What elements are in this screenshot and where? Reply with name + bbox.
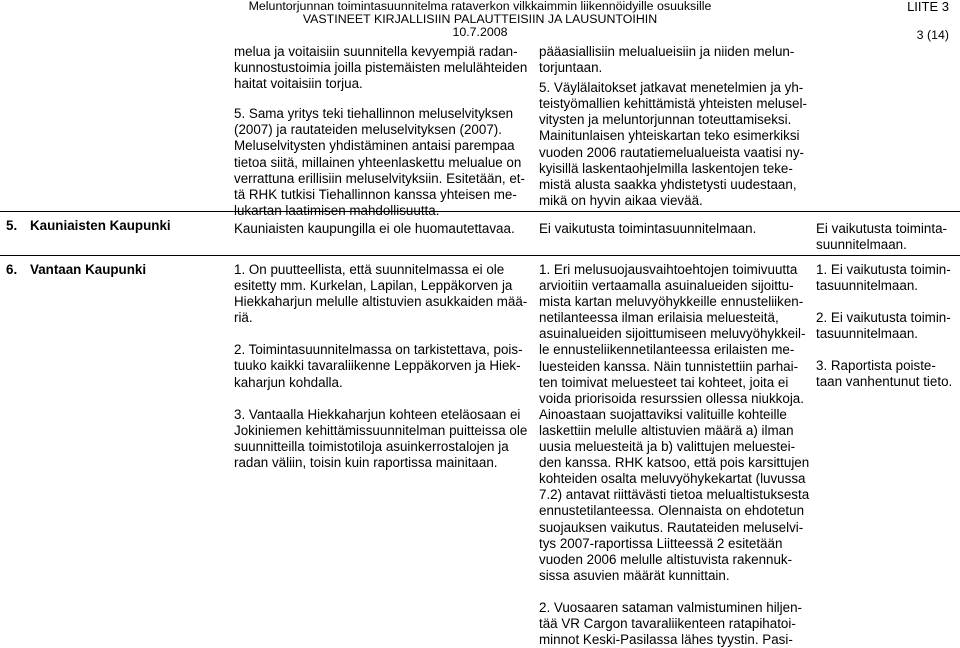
text-line: laskettiin melulle altistuvien määrä a) ilman <box>539 422 794 438</box>
header-subtitle: VASTINEET KIRJALLISIIN PALAUTTEISIIN JA LAUSUNTOIHIN <box>302 11 658 26</box>
text-line: riä. <box>234 310 253 326</box>
text-line: ennustetilanteessa. Olennaista on ehdotetun <box>539 503 805 519</box>
document-header <box>0 0 960 38</box>
text-line: 1. On puutteellista, että suunnitelmassa ei ole <box>234 262 505 277</box>
text-line: Ei vaikutusta toiminta- <box>816 221 947 236</box>
text-line: 2. Ei vaikutusta toimin- <box>816 310 951 326</box>
text-line: torjuntaan. <box>539 60 603 76</box>
row-divider <box>0 255 960 256</box>
text-line: 1. Ei vaikutusta toimin- <box>816 262 951 277</box>
text-line: tasuunnitelmaan. <box>816 326 918 342</box>
text-line: voida priorisoida resurssien ollessa niukkoja. <box>539 390 804 406</box>
text-line: tys 2007-raportissa Liitteessä 2 esitetään <box>539 535 783 551</box>
text-line: kaharjun kohdalla. <box>234 374 343 390</box>
text-line: tuuko kaikki tavaraliikenne Leppäkorven ja Hiek- <box>234 358 521 374</box>
row5-response: Ei vaikutusta toimintasuunnitelmaan. <box>539 221 757 236</box>
text-line: vuoden 2006 melulle altistuvista rakennuk- <box>539 551 793 567</box>
text-line: Meluselvitysten yhdistäminen antaisi parempaa <box>234 138 515 154</box>
text-line: 2. Vuosaaren sataman valmistuminen hiljen- <box>539 599 802 615</box>
text-line: sissa asuvien määrät kunnittain. <box>539 567 730 583</box>
text-line: le ennusteliikennetilanteessa erilaisten me- <box>539 342 795 358</box>
text-line: melua ja voitaisiin suunnitella kevyempiä radan- <box>234 44 518 59</box>
text-line: Hiekkaharjun melulle altistuvien asukkaiden mää- <box>234 294 528 310</box>
text-line: luesteiden kanssa. Näin tunnistettiin parhai- <box>539 358 799 374</box>
text-line: teistyömallien kehittämistä yhteisten melusel- <box>539 96 807 112</box>
text-line: kohteiden osalta meluvyöhykekartat (luvussa <box>539 471 806 487</box>
text-line: 5. Sama yritys teki tiehallinnon meluselvityksen <box>234 106 514 122</box>
text-line: radan väliin, toisin kuin raportissa mainitaan. <box>234 454 498 470</box>
text-line: arvioitiin vertaamalla asuinalueiden sijoittu- <box>539 278 794 294</box>
text-line: asuinalueiden sijoittumiseen meluvyöhykkeil- <box>539 326 806 342</box>
row6-number: 6. <box>6 262 18 277</box>
text-line: tä RHK tutkisi Tiehallinnon kanssa yhteisen me- <box>234 186 517 202</box>
text-line: haitat voitaisiin torjua. <box>234 76 363 92</box>
text-line: Ainoastaan suojattaviksi valituille kohteille <box>539 406 787 422</box>
appendix-label: LIITE 3 <box>907 0 949 14</box>
text-line: 2. Toimintasuunnitelmassa on tarkistettava, pois- <box>234 342 523 358</box>
text-line: minnot Keski-Pasilassa lähes tyystin. Pasi- <box>539 632 793 648</box>
text-line: tietoa siitä, millainen yhteenlaskettu melualue on <box>234 154 522 170</box>
text-line: vuoden 2006 rautatiemelualueista vaatisi ny- <box>539 144 805 160</box>
text-line: kyisillä laskentaohjelmilla laskentojen teke- <box>539 160 793 176</box>
row6-feedback <box>234 262 527 471</box>
text-line: mistä alusta saakka yhdistetysti uudestaan, <box>539 176 797 192</box>
text-line: 1. Eri melusuojausvaihtoehtojen toimivuutta <box>539 262 798 277</box>
text-line: esitetty mm. Kurkelan, Lapilan, Leppäkorven ja <box>234 278 513 294</box>
text-line: 5. Väylälaitokset jatkavat menetelmien ja yh- <box>539 80 804 96</box>
text-line: netilanteessa ilman erilaisia meluesteitä, <box>539 310 779 326</box>
text-line: suunnitteilla toimistotiloja asuinkerrostalojen ja <box>234 438 509 454</box>
text-line: pääasiallisiin melualueisiin ja niiden melun- <box>539 44 795 59</box>
text-line: verrattuna erillisiin meluselvityksiin. Esitetään, et- <box>234 170 525 186</box>
row6-effect <box>816 262 952 391</box>
text-line: tää VR Cargon tavaraliikenteen ratapihatoi- <box>539 615 796 631</box>
text-line: ten toimivat meluesteet tai kohteet, joita ei <box>539 374 789 390</box>
text-line: kunnostustoimia joilla pistemäisten melulähteiden <box>234 60 528 76</box>
header-date: 10.7.2008 <box>452 24 508 39</box>
text-line: Mainitunlaisen yhteiskartan teko esimerkiksi <box>539 128 800 144</box>
text-line: mikä on hyvin aikaa vievää. <box>539 192 703 208</box>
row6-response <box>539 262 809 648</box>
text-line: tasuunnitelmaan. <box>816 278 918 294</box>
text-line: 3. Raportista poiste- <box>816 358 936 374</box>
row4-response-cont <box>539 44 807 209</box>
row5-number: 5. <box>6 218 18 233</box>
page-number: 3 (14) <box>916 28 949 42</box>
text-line: uusia meluesteitä ja b) valittujen meluestei- <box>539 439 796 455</box>
row4-feedback-cont <box>234 44 527 219</box>
text-line: (2007) ja rautateiden meluselvityksen (2007). <box>234 122 502 138</box>
text-line: vitysten ja meluntorjunnan toteuttamiseksi. <box>539 112 792 128</box>
header-title: Meluntorjunnan toimintasuunnitelma rataverkon vilkkaimmin liikennöidyille osuuksille <box>248 0 712 13</box>
row5-name: Kauniaisten Kaupunki <box>30 218 171 233</box>
row-divider <box>0 211 960 212</box>
text-line: suojauksen vaikutus. Rautateiden meluselvi- <box>539 519 804 535</box>
row5-feedback: Kauniaisten kaupungilla ei ole huomautettavaa. <box>234 221 515 236</box>
text-line: suunnitelmaan. <box>816 237 907 253</box>
text-line: 7.2) antavat riittävästi tietoa melualtistuksesta <box>539 487 810 503</box>
text-line: 3. Vantaalla Hiekkaharjun kohteen eteläosaan ei <box>234 406 521 422</box>
text-line: taan vanhentunut tieto. <box>816 374 953 390</box>
text-line: lukartan laatimisen mahdollisuutta. <box>234 202 440 218</box>
text-line: mista kartan meluvyöhykkeille ennusteliiken- <box>539 294 804 310</box>
row6-name: Vantaan Kaupunki <box>30 262 147 277</box>
text-line: den kanssa. RHK katsoo, että pois karsittujen <box>539 455 810 471</box>
row5-effect <box>816 221 947 253</box>
text-line: Jokiniemen kehittämissuunnitelman puitteissa ole <box>234 422 528 438</box>
